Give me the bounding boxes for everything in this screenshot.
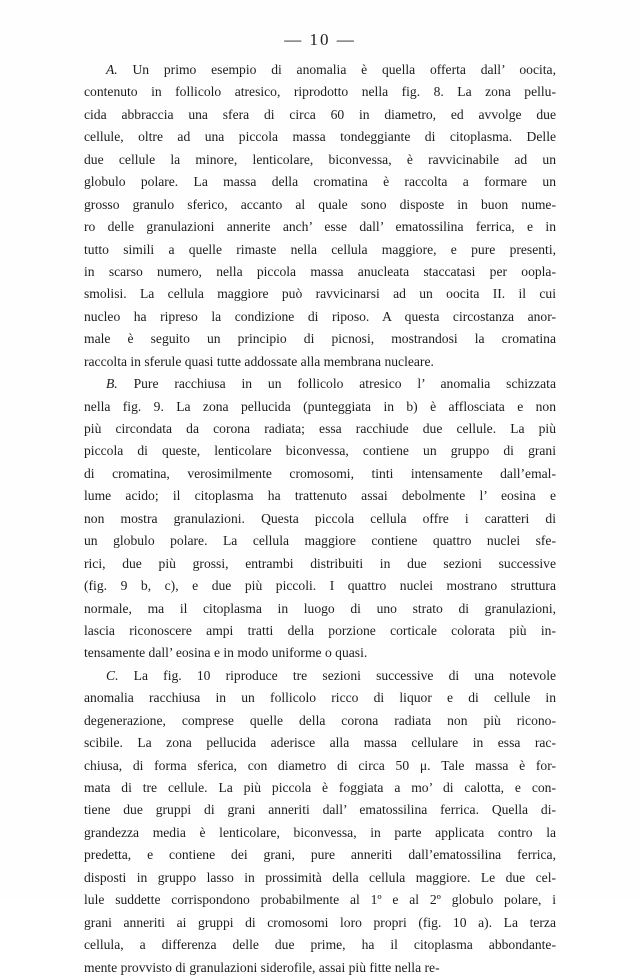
text-line bbox=[84, 755, 556, 777]
line-text: contenuto in follicolo atresico, riprodotto nella fig. 8. La zona pellu- bbox=[84, 84, 556, 100]
line-text: di cromatina, verosimilmente cromosomi, tinti intensamente dall’emal- bbox=[84, 465, 556, 481]
line-text: in scarso numero, nella piccola massa anucleata staccatasi per oopla- bbox=[84, 263, 556, 279]
line-text: Pure racchiusa in un follicolo atresico l’ anomalia schizzata bbox=[133, 376, 556, 392]
text-line bbox=[84, 598, 556, 620]
line-text: due cellule la minore, lenticolare, biconvessa, è ravvicinabile ad un bbox=[84, 151, 556, 167]
text-line bbox=[84, 171, 556, 193]
line-text: scibile. La zona pellucida aderisce alla massa cellulare in essa rac- bbox=[84, 735, 556, 751]
section-label: B. bbox=[106, 376, 118, 392]
text-line bbox=[84, 665, 556, 687]
text-line bbox=[84, 149, 556, 171]
text-line bbox=[84, 261, 556, 283]
text-line bbox=[84, 418, 556, 440]
text-line bbox=[84, 844, 556, 866]
line-text: anomalia racchiusa in un follicolo ricco di liquor e di cellule in bbox=[84, 690, 556, 706]
line-text: rici, due più grossi, entrambi distribuiti in due sezioni successive bbox=[84, 555, 556, 571]
text-line bbox=[84, 710, 556, 732]
line-text: chiusa, di forma sferica, con diametro di circa 50 μ. Tale massa è for- bbox=[84, 757, 556, 773]
line-text: non mostra granulazioni. Questa piccola cellula offre i caratteri di bbox=[84, 510, 556, 526]
text-line bbox=[84, 799, 556, 821]
text-line bbox=[84, 463, 556, 485]
text-line bbox=[84, 822, 556, 844]
text-line bbox=[84, 934, 556, 956]
line-text: grosso granulo sferico, accanto al quale sono disposte in buon nume- bbox=[84, 196, 556, 212]
text-line bbox=[84, 642, 556, 664]
line-text: piccola di queste, lenticolare biconvessa, contiene un gruppo di grani bbox=[84, 443, 556, 459]
text-line bbox=[84, 508, 556, 530]
text-line bbox=[84, 104, 556, 126]
text-line bbox=[84, 194, 556, 216]
text-line bbox=[84, 81, 556, 103]
line-text: grani anneriti ai gruppi di cromosomi loro propri (fig. 10 a). La terza bbox=[84, 914, 556, 930]
text-line bbox=[84, 396, 556, 418]
line-text: cellula, a differenza delle due prime, ha il citoplasma abbondante- bbox=[84, 937, 556, 953]
line-text: (fig. 9 b, c), e due più piccoli. I quattro nuclei mostrano struttura bbox=[84, 578, 556, 594]
text-line bbox=[84, 732, 556, 754]
line-text: lume acido; il citoplasma ha trattenuto assai debolmente l’ eosina e bbox=[84, 488, 556, 504]
line-text: raccolta in sferule quasi tutte addossate alla membrana nucleare. bbox=[84, 353, 434, 369]
page-number: — 10 — bbox=[284, 30, 356, 49]
text-line bbox=[84, 351, 556, 373]
line-text: un globulo polare. La cellula maggiore contiene quattro nuclei sfe- bbox=[84, 533, 556, 549]
line-text: tutto simili a quelle rimaste nella cellula maggiore, e pure presenti, bbox=[84, 241, 556, 257]
text-line bbox=[84, 957, 556, 979]
section-label: C. bbox=[106, 667, 119, 683]
text-line bbox=[84, 553, 556, 575]
line-text: La fig. 10 riproduce tre sezioni successive di una notevole bbox=[133, 667, 556, 683]
text-line bbox=[84, 328, 556, 350]
line-text: Un primo esempio di anomalia è quella offerta dall’ oocita, bbox=[132, 62, 556, 77]
line-text: nucleo ha ripreso la condizione di riposo. A questa circostanza anor- bbox=[84, 308, 556, 324]
text-line bbox=[84, 889, 556, 911]
text-line bbox=[84, 620, 556, 642]
line-text: male è seguito un principio di picnosi, mostrandosi la cromatina bbox=[84, 331, 556, 347]
text-line bbox=[84, 485, 556, 507]
text-line bbox=[84, 575, 556, 597]
text-line bbox=[84, 59, 556, 81]
line-text: grandezza media è lenticolare, biconvessa, in parte applicata contro la bbox=[84, 824, 556, 840]
line-text: smolisi. La cellula maggiore può ravvicinarsi ad un oocita II. il cui bbox=[84, 286, 556, 302]
body-text bbox=[84, 59, 556, 979]
line-text: nella fig. 9. La zona pellucida (punteggiata in b) è afflosciata e non bbox=[84, 398, 556, 414]
line-text: degenerazione, comprese quelle della corona radiata non più ricono- bbox=[84, 712, 556, 728]
line-text: mata di tre cellule. La più piccola è foggiata a mo’ di calotta, e con- bbox=[84, 780, 556, 795]
text-line bbox=[84, 440, 556, 462]
line-text: disposti in gruppo lasso in prossimità della cellula maggiore. Le due cel- bbox=[84, 869, 556, 885]
line-text: lule suddette corrispondono probabilmente al 1º e al 2º globulo polare, i bbox=[84, 892, 556, 908]
text-line bbox=[84, 777, 556, 799]
text-line bbox=[84, 216, 556, 238]
line-text: predetta, e contiene dei grani, pure anneriti dall’ematossilina ferrica, bbox=[84, 847, 556, 863]
line-text: globulo polare. La massa della cromatina è raccolta a formare un bbox=[84, 174, 556, 190]
line-text: più circondata da corona radiata; essa racchiude due cellule. La più bbox=[84, 421, 556, 436]
text-line bbox=[84, 912, 556, 934]
text-line bbox=[84, 239, 556, 261]
section-label: A. bbox=[106, 62, 118, 77]
line-text: ro delle granulazioni annerite anch’ esse dall’ ematossilina ferrica, e in bbox=[84, 219, 556, 235]
text-line bbox=[84, 373, 556, 395]
text-line bbox=[84, 283, 556, 305]
line-text: mente provvisto di granulazioni siderofile, assai più fitte nella re- bbox=[84, 959, 440, 975]
line-text: normale, ma il citoplasma in luogo di uno strato di granulazioni, bbox=[84, 600, 556, 616]
text-line bbox=[84, 867, 556, 889]
line-text: lascia riconoscere ampi tratti della porzione corticale colorata più in- bbox=[84, 622, 556, 638]
line-text: cellule, oltre ad una piccola massa tondeggiante di citoplasma. Delle bbox=[84, 129, 556, 145]
line-text: tensamente dall’ eosina e in modo uniforme o quasi. bbox=[84, 645, 368, 661]
line-text: cida abbraccia una sfera di circa 60 in diametro, ed avvolge due bbox=[84, 106, 556, 122]
paragraph-a bbox=[84, 59, 556, 373]
text-line bbox=[84, 530, 556, 552]
line-text: tiene due gruppi di grani anneriti dall’ ematossilina ferrica. Quella di- bbox=[84, 802, 556, 818]
paragraph-c bbox=[84, 665, 556, 979]
text-line bbox=[84, 687, 556, 709]
paragraph-b bbox=[84, 373, 556, 665]
text-line bbox=[84, 126, 556, 148]
text-line bbox=[84, 306, 556, 328]
